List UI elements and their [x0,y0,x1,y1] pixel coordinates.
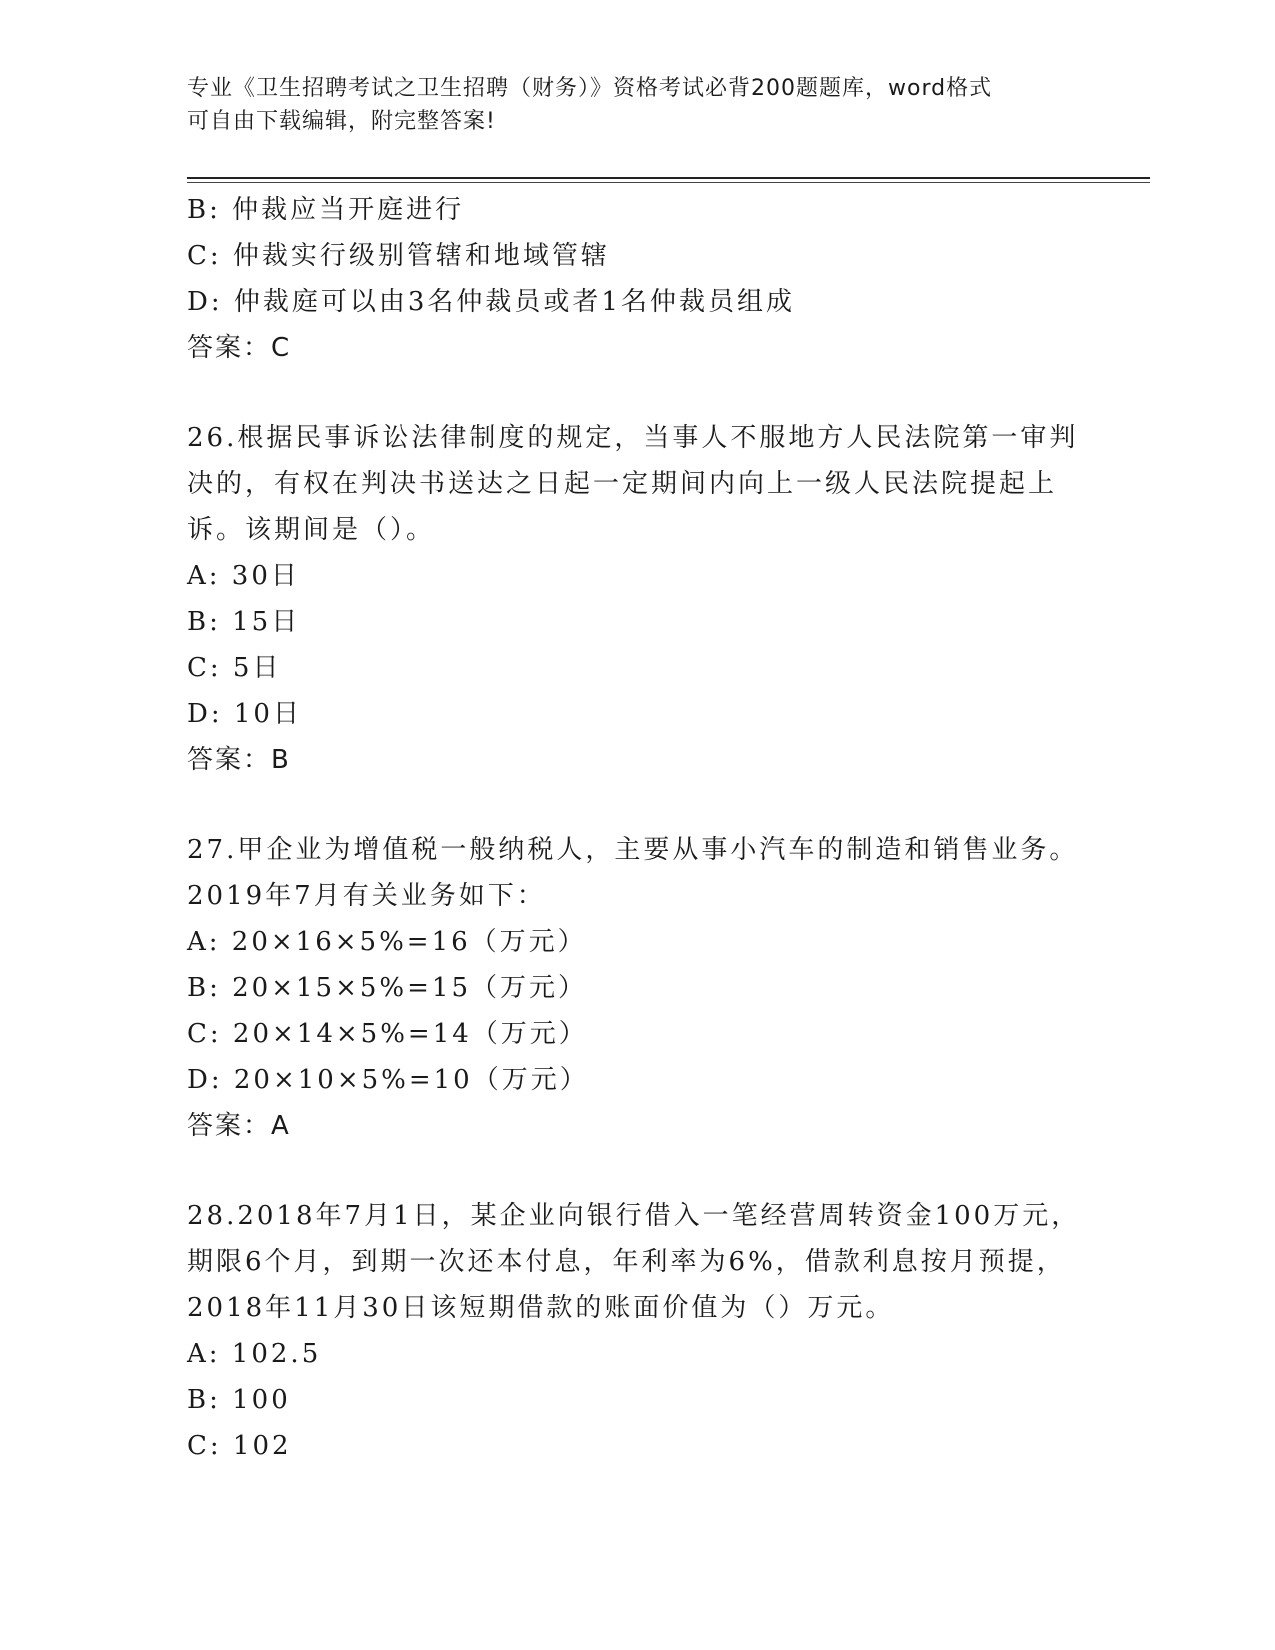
option-b: B: 仲裁应当开庭进行 [187,195,465,225]
header-line-1: 专业《卫生招聘考试之卫生招聘（财务）》资格考试必背200题题库，word格式 [187,76,993,101]
option-b: B: 100 [187,1385,291,1415]
spacer [187,371,1087,415]
option-c: C: 102 [187,1431,292,1461]
header-divider-thin [187,182,1150,183]
option-a: A: 102.5 [187,1339,322,1369]
option-d: D: 仲裁庭可以由3名仲裁员或者1名仲裁员组成 [187,287,795,317]
option-a: A: 30日 [187,561,300,591]
question-text-line: 诉。该期间是（）。 [187,515,436,545]
answer: 答案：C [187,333,292,363]
question-26 [187,415,1087,783]
answer: 答案：A [187,1111,291,1141]
spacer [187,1149,1087,1193]
question-text-line: 2018年11月30日该短期借款的账面价值为（）万元。 [187,1293,895,1323]
answer: 答案：B [187,745,291,775]
option-d: D: 20×10×5%=10（万元） [187,1065,589,1095]
question-27 [187,827,1087,1149]
document-header [187,72,1087,138]
header-line-2: 可自由下载编辑，附完整答案! [187,109,496,134]
question-text-line: 2019年7月有关业务如下： [187,881,546,911]
question-28 [187,1193,1087,1469]
question-25 [187,187,1087,371]
option-c: C: 5日 [187,653,282,683]
option-c: C: 仲裁实行级别管辖和地域管辖 [187,241,610,271]
option-b: B: 20×15×5%=15（万元） [187,973,587,1003]
question-list [187,187,1087,1469]
question-text-line: 26.根据民事诉讼法律制度的规定，当事人不服地方人民法院第一审判 [187,423,1079,453]
option-a: A: 20×16×5%=16（万元） [187,927,587,957]
question-text-line: 期限6个月，到期一次还本付息，年利率为6%，借款利息按月预提， [187,1247,1066,1277]
option-b: B: 15日 [187,607,301,637]
question-text-line: 决的，有权在判决书送达之日起一定期间内向上一级人民法院提起上 [187,469,1058,499]
header-divider-thick [187,177,1150,179]
spacer [187,783,1087,827]
question-text-line: 27.甲企业为增值税一般纳税人，主要从事小汽车的制造和销售业务。 [187,835,1079,865]
option-d: D: 10日 [187,699,302,729]
question-text-line: 28.2018年7月1日，某企业向银行借入一笔经营周转资金100万元， [187,1201,1081,1231]
option-c: C: 20×14×5%=14（万元） [187,1019,588,1049]
